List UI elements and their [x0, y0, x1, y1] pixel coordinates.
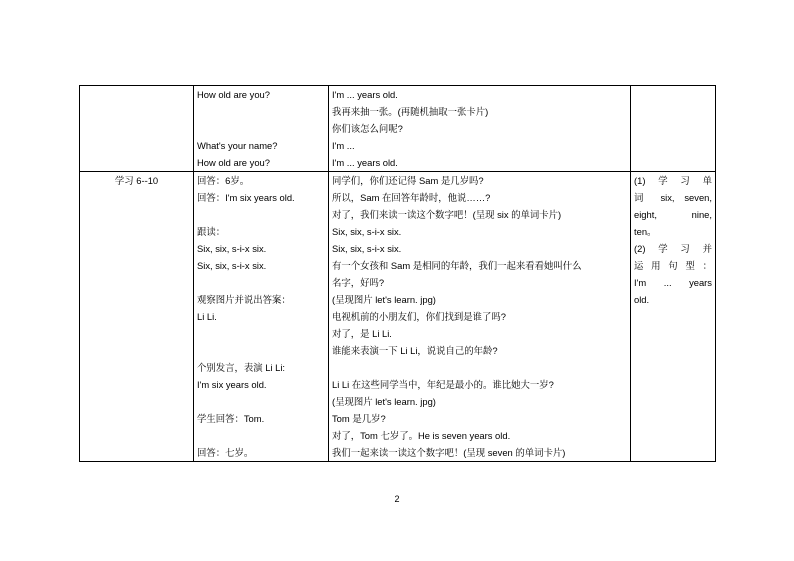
teacher-activity-cell: [329, 86, 631, 172]
table-row: [80, 86, 716, 172]
teacher-line: 所以，Sam 在回答年龄时，他说……?: [332, 192, 491, 203]
student-line: What's your name?: [197, 140, 278, 151]
goal-line: (2)学习并: [634, 243, 712, 254]
teacher-line: Six, six, s-i-x six.: [332, 226, 402, 237]
teacher-line: (呈现图片 let's learn. jpg): [332, 294, 436, 305]
teacher-line: 对了，我们来读一读这个数字吧！(呈现 six 的单词卡片): [332, 209, 562, 220]
goal-line: 运用句型：: [634, 260, 712, 271]
student-line: 观察图片并说出答案：: [197, 294, 291, 305]
student-line: Six, six, s-i-x six.: [197, 260, 267, 271]
spacer: [197, 120, 325, 137]
lesson-plan-table: [79, 85, 716, 462]
teacher-activity-cell: [329, 172, 631, 462]
goal-line: old.: [634, 294, 650, 305]
teacher-line: Tom 是几岁?: [332, 413, 386, 424]
table-row: [80, 172, 716, 462]
teacher-line: 电视机前的小朋友们，你们找到是谁了吗?: [332, 311, 506, 322]
spacer: [197, 103, 325, 120]
teacher-line: Six, six, s-i-x six.: [332, 243, 402, 254]
stage-cell: [80, 172, 194, 462]
goal-line: 词 six, seven,: [634, 192, 712, 203]
teacher-line: 你们该怎么问呢?: [332, 123, 403, 134]
spacer: [197, 206, 325, 223]
student-line: 学生回答：Tom.: [197, 413, 265, 424]
student-activity-cell: [194, 172, 329, 462]
teacher-line: 对了，是 Li Li.: [332, 328, 392, 339]
spacer: [197, 427, 325, 444]
teacher-line: Li Li 在这些同学当中，年纪是最小的。谁比她大一岁?: [332, 379, 554, 390]
goal-line: eight, nine,: [634, 209, 712, 220]
page-number: 2: [394, 494, 400, 504]
teacher-line: 名字，好吗?: [332, 277, 385, 288]
student-line: Six, six, s-i-x six.: [197, 243, 267, 254]
student-line: 个别发言，表演 Li Li:: [197, 362, 286, 373]
spacer: [197, 274, 325, 291]
spacer: [197, 393, 325, 410]
student-line: Li Li.: [197, 311, 217, 322]
stage-label: [83, 86, 190, 103]
teacher-line: I'm ... years old.: [332, 89, 398, 100]
teacher-line: I'm ...: [332, 140, 355, 151]
student-line: 回答：6岁。: [197, 175, 250, 186]
goals-cell: [631, 86, 716, 172]
stage-label: 学习 6--10: [114, 175, 159, 186]
teacher-line: 我们一起来读一读这个数字吧！(呈现 seven 的单词卡片): [332, 447, 566, 458]
teacher-line: I'm ... years old.: [332, 157, 398, 168]
teacher-line: 同学们，你们还记得 Sam 是几岁吗?: [332, 175, 484, 186]
teacher-line: 对了，Tom 七岁了。He is seven years old.: [332, 430, 511, 441]
student-line: 跟读：: [197, 226, 226, 237]
goal-line: I'm ... years: [634, 277, 712, 288]
teacher-line: 有一个女孩和 Sam 是相同的年龄，我们一起来看看她叫什么: [332, 260, 582, 271]
student-line: I'm six years old.: [197, 379, 267, 390]
spacer: [332, 359, 627, 376]
teacher-line: (呈现图片 let's learn. jpg): [332, 396, 436, 407]
student-line: 回答：I'm six years old.: [197, 192, 295, 203]
student-line: 回答：七岁。: [197, 447, 254, 458]
goal-line: (1)学习单: [634, 175, 712, 186]
spacer: [197, 325, 325, 342]
student-activity-cell: [194, 86, 329, 172]
teacher-line: 我再来抽一张。(再随机抽取一张卡片): [332, 106, 489, 117]
student-line: How old are you?: [197, 89, 270, 100]
stage-cell: [80, 86, 194, 172]
goals-cell: [631, 172, 716, 462]
teacher-line: 谁能来表演一下 Li Li，说说自己的年龄?: [332, 345, 498, 356]
goal-line: ten。: [634, 226, 657, 237]
spacer: [197, 342, 325, 359]
student-line: How old are you?: [197, 157, 270, 168]
